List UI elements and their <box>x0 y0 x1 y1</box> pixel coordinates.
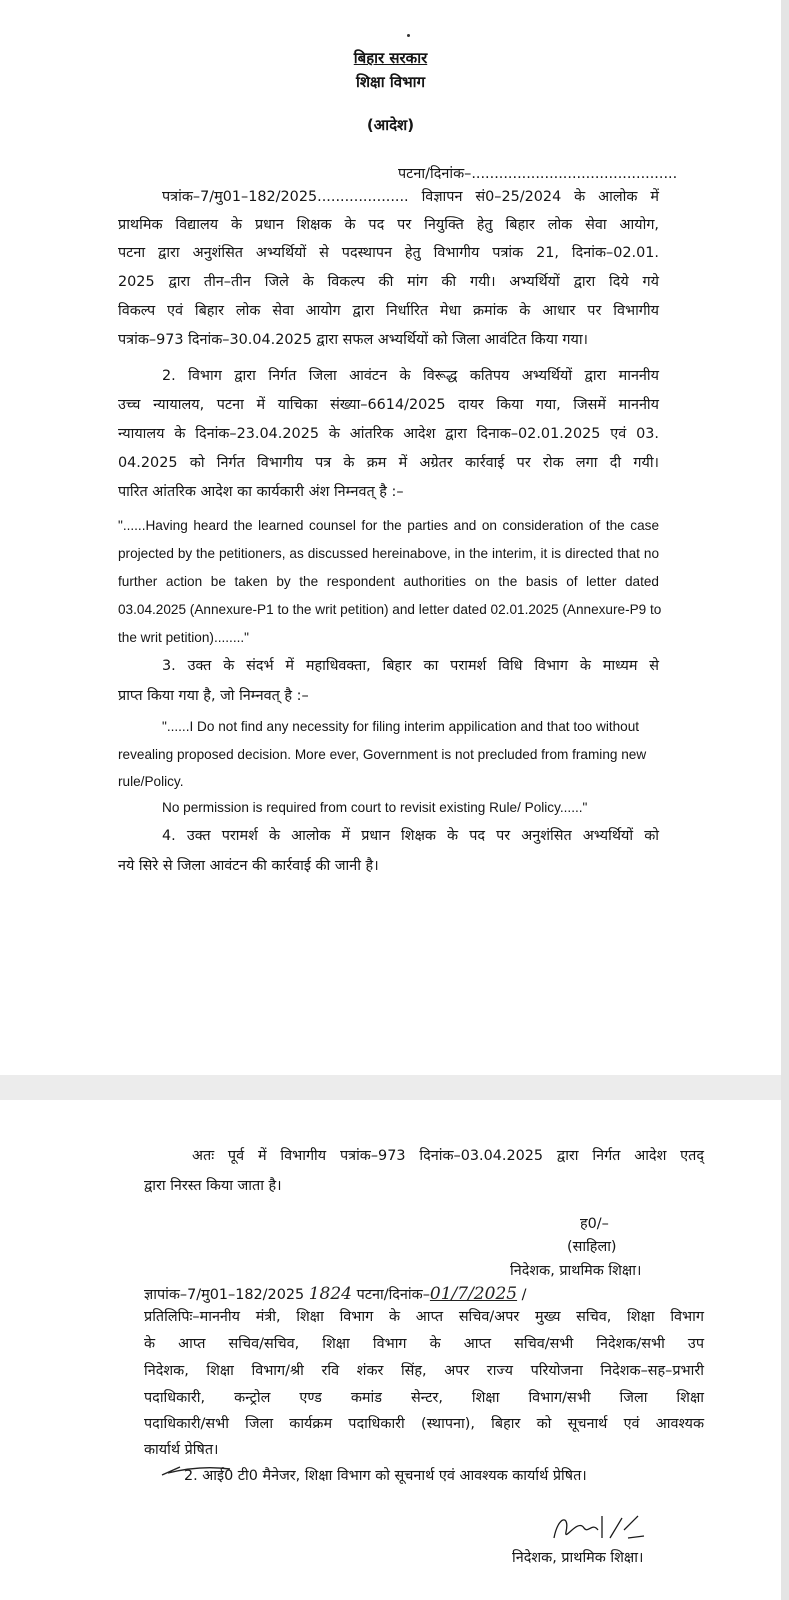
place-date: पटना/दिनांक–............................................. <box>398 166 678 182</box>
para2-line: न्यायालय के दिनांक–23.04.2025 के आंतरिक आदेश द्वारा दिनाक–02.01.2025 एवं 03. <box>118 426 659 442</box>
copy-line: निदेशक, शिक्षा विभाग/श्री रवि शंकर सिंह, अपर राज्य परियोजना निदेशक–सह–प्रभारी <box>144 1363 704 1379</box>
scan-speck <box>407 34 410 37</box>
advice-quote-line: "......I Do not find any necessity for filing interim appilication and that too without <box>162 719 640 734</box>
para1-line: 2025 द्वारा तीन–तीन जिले के विकल्प की मांग की गयी। अभ्यर्थियों द्वारा दिये गये <box>118 274 659 290</box>
final-signatory-title: निदेशक, प्राथमिक शिक्षा। <box>512 1550 644 1566</box>
department-heading: शिक्षा विभाग <box>355 73 426 91</box>
memo-number: 1824 <box>308 1284 352 1304</box>
memo-mid: पटना/दिनांक– <box>352 1287 430 1303</box>
advice-quote-line: revealing proposed decision. More ever, Government is not precluded from framing new <box>118 747 647 762</box>
signatory-title: निदेशक, प्राथमिक शिक्षा। <box>510 1263 642 1279</box>
para2-line: 04.2025 को निर्गत विभागीय पत्र के क्रम में अग्रेतर कार्रवाई पर रोक लगा दी गयी। <box>118 455 659 471</box>
para2-line: 2. विभाग द्वारा निर्गत जिला आवंटन के विरूद्ध कतिपय अभ्यर्थियों द्वारा माननीय <box>162 368 659 384</box>
order-title: (आदेश) <box>366 116 415 134</box>
court-quote-line: the writ petition)........" <box>118 630 249 645</box>
court-quote-line: 03.04.2025 (Annexure-P1 to the writ petition) and letter dated 02.01.2025 (Annexure-P9 to <box>118 602 662 617</box>
para3-line: 3. उक्त के संदर्भ में महाधिवक्ता, बिहार का परामर्श विधि विभाग के माध्यम से <box>162 658 659 674</box>
copy-line-2: 2. आई0 टी0 मैनेजर, शिक्षा विभाग को सूचनार्थ एवं आवश्यक कार्यार्थ प्रेषित। <box>184 1468 587 1484</box>
para1-line: पत्रांक–973 दिनांक–30.04.2025 द्वारा सफल अभ्यर्थियों को जिला आवंटित किया गया। <box>118 332 589 348</box>
para1-line: पटना द्वारा अनुशंसित अभ्यर्थियों से पदस्थापन हेतु विभागीय पत्रांक 21, दिनांक–02.01. <box>118 245 659 261</box>
para2-line: पारित आंतरिक आदेश का कार्यकारी अंश निम्नवत् है :– <box>118 484 404 500</box>
para2-line: उच्च न्यायालय, पटना में याचिका संख्या–6614/2025 दायर किया गया, जिसमें माननीय <box>118 397 659 413</box>
copy-line: के आप्त सचिव/सचिव, शिक्षा विभाग के आप्त सचिव/सभी निदेशक/सभी उप <box>144 1336 704 1352</box>
memo-line <box>144 1284 527 1304</box>
scan-edge <box>781 0 789 1600</box>
para1-line: पत्रांक–7/मु01–182/2025.................... विज्ञापन सं0–25/2024 के आलोक में <box>162 189 659 205</box>
para1-line: विकल्प एवं बिहार लोक सेवा आयोग द्वारा निर्धारित मेधा क्रमांक के आधार पर विभागीय <box>118 303 659 319</box>
copy-line: कार्यार्थ प्रेषित। <box>144 1442 219 1458</box>
order-line: द्वारा निरस्त किया जाता है। <box>144 1178 282 1194</box>
signatory-name: (साहिला) <box>567 1239 617 1255</box>
memo-prefix: ज्ञापांक–7/मु01–182/2025 <box>144 1287 309 1303</box>
copy-line: पदाधिकारी, कन्ट्रोल एण्ड कमांड सेन्टर, शिक्षा विभाग/सभी जिला शिक्षा <box>144 1390 704 1406</box>
copy-line: प्रतिलिपिः–माननीय मंत्री, शिक्षा विभाग के आप्त सचिव/अपर मुख्य सचिव, शिक्षा विभाग <box>144 1309 704 1325</box>
signed-mark: ह0/– <box>580 1216 609 1232</box>
para3-line: प्राप्त किया गया है, जो निम्नवत् है :– <box>118 688 309 704</box>
advice-quote-line: rule/Policy. <box>118 774 184 789</box>
court-quote-line: projected by the petitioners, as discussed hereinabove, in the interim, it is directed that no <box>118 546 659 561</box>
strike-mark <box>160 1463 232 1479</box>
memo-suffix: / <box>517 1287 527 1303</box>
copy-line: पदाधिकारी/सभी जिला कार्यक्रम पदाधिकारी (स्थापना), बिहार को सूचनार्थ एवं आवश्यक <box>144 1416 704 1432</box>
page-gap <box>0 1075 789 1100</box>
order-line: अतः पूर्व में विभागीय पत्रांक–973 दिनांक–03.04.2025 द्वारा निर्गत आदेश एतद् <box>192 1148 704 1164</box>
para4-line: 4. उक्त परामर्श के आलोक में प्रधान शिक्षक के पद पर अनुशंसित अभ्यर्थियों को <box>162 828 659 844</box>
para1-line: प्राथमिक विद्यालय के प्रधान शिक्षक के पद पर नियुक्ति हेतु बिहार लोक सेवा आयोग, <box>118 217 659 233</box>
court-quote-line: "......Having heard the learned counsel for the parties and on consideration of the case <box>118 518 659 533</box>
government-heading: बिहार सरकार <box>353 49 428 67</box>
memo-date: 01/7/2025 <box>429 1284 518 1304</box>
handwritten-signature <box>548 1508 668 1548</box>
advice-quote-line: No permission is required from court to revisit existing Rule/ Policy......" <box>162 800 588 815</box>
court-quote-line: further action be taken by the respondent authorities on the basis of letter dated <box>118 574 659 589</box>
para4-line: नये सिरे से जिला आवंटन की कार्रवाई की जानी है। <box>118 858 379 874</box>
